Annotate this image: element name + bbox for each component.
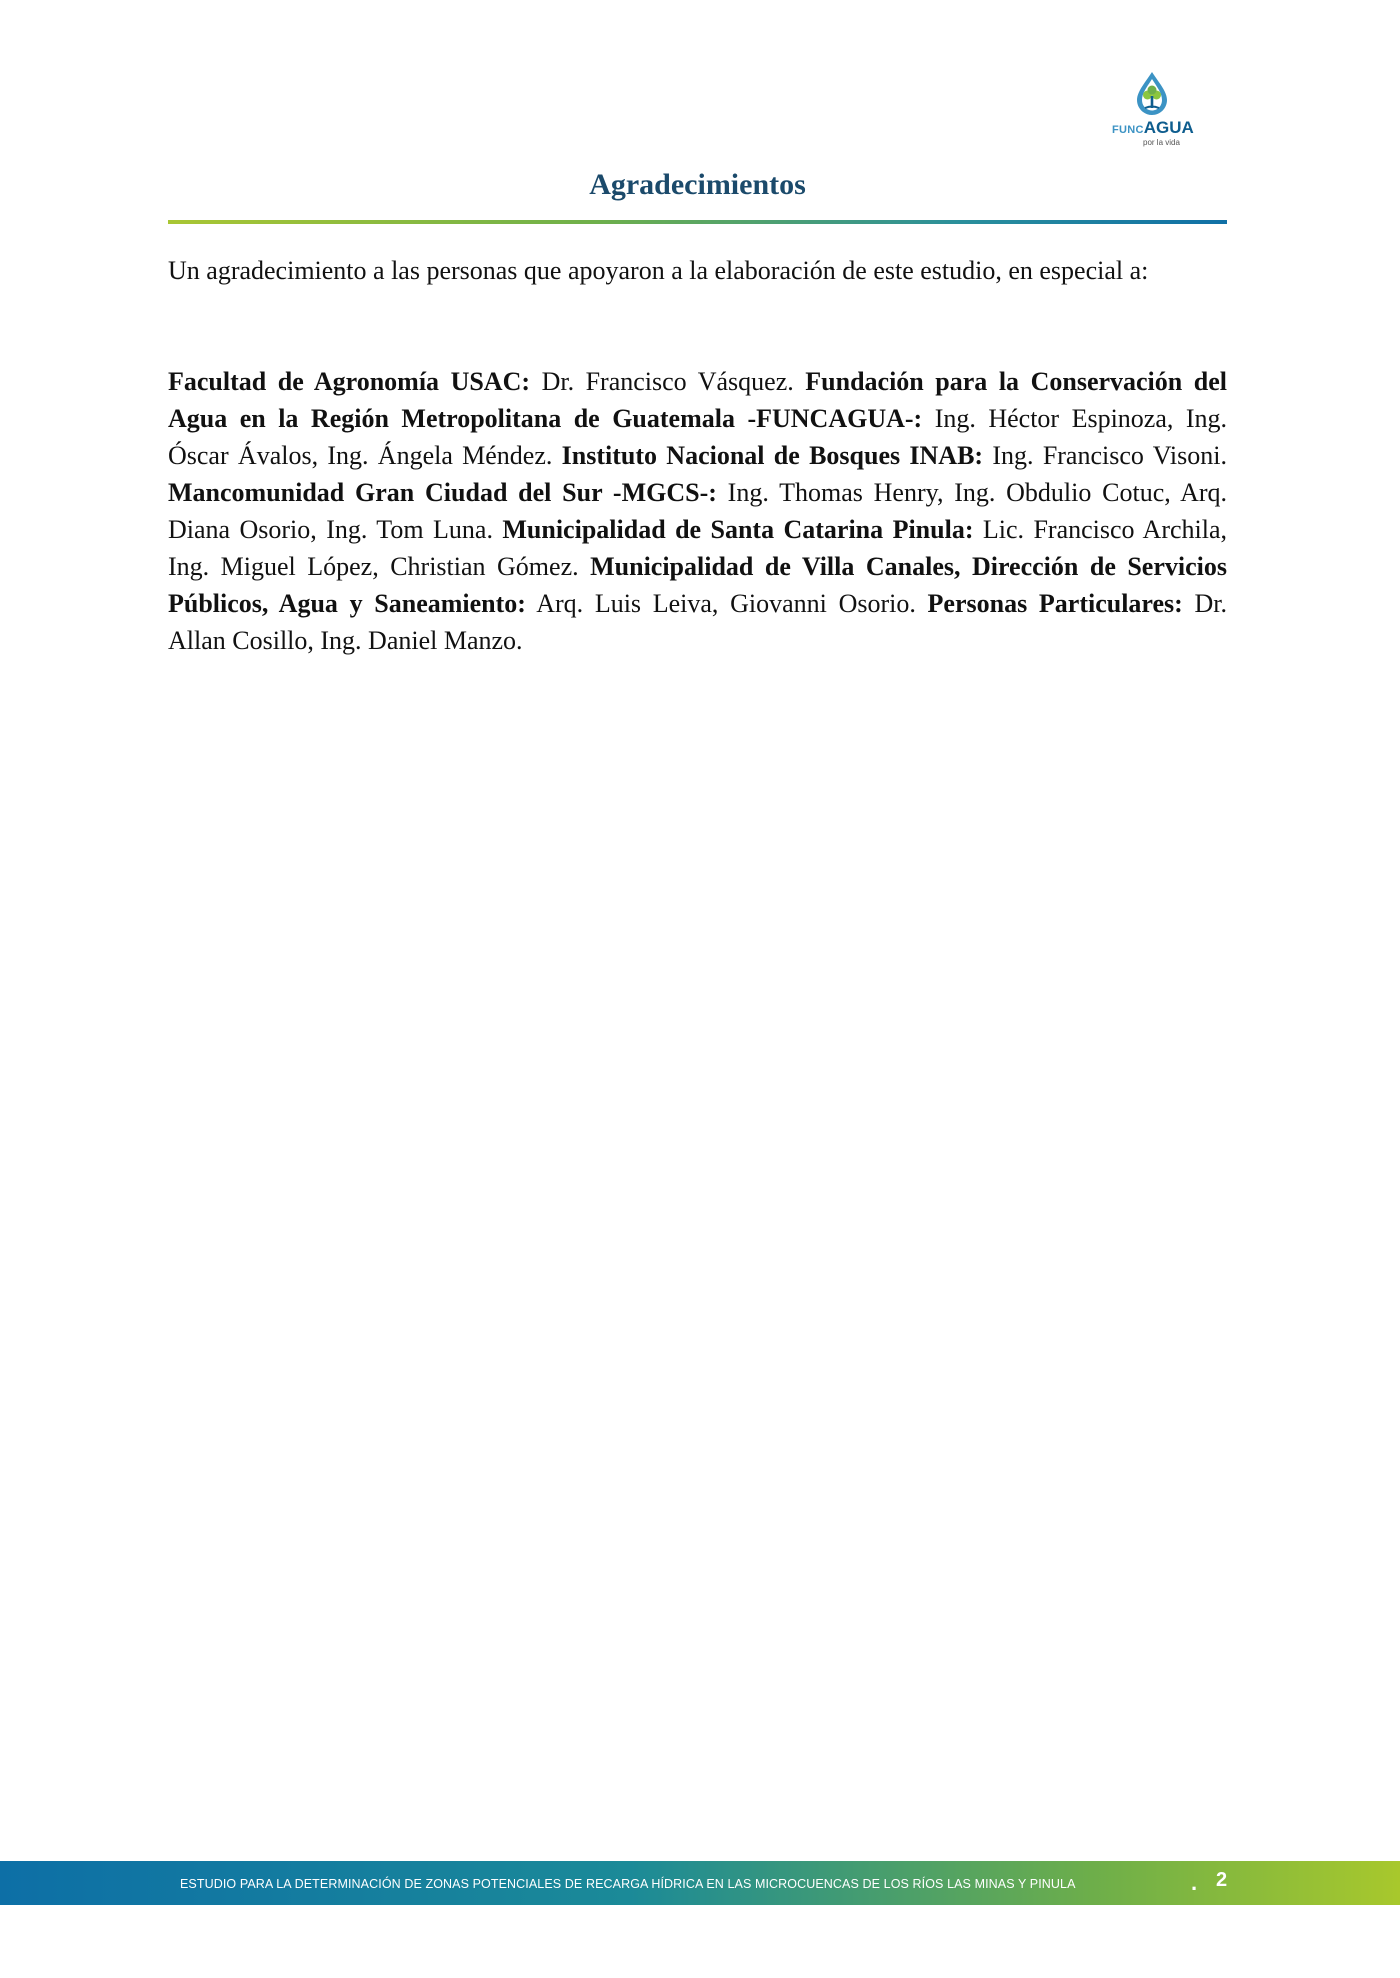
ack-org: Personas Particulares: (927, 589, 1183, 618)
water-drop-tree-icon (1134, 70, 1170, 116)
logo-wordmark (1112, 119, 1192, 137)
logo-brand-main: AGUA (1143, 118, 1194, 137)
ack-org: Fundación para la Conservación del Agua en la Región Metropolitana de Guatemala -FUNCAGUA-: (168, 367, 1227, 433)
funcagua-logo (1112, 70, 1192, 154)
acknowledgements-paragraph (168, 363, 1227, 659)
ack-people: Dr. Francisco Vásquez. (541, 367, 794, 396)
ack-org: Municipalidad de Villa Canales, Dirección de Servicios Públicos, Agua y Saneamiento: (168, 552, 1227, 618)
ack-people: Arq. Luis Leiva, Giovanni Osorio. (536, 589, 916, 618)
ack-people: Ing. Francisco Visoni. (992, 441, 1227, 470)
ack-people: Dr. Allan Cosillo, Ing. Daniel Manzo. (168, 589, 1228, 655)
ack-org: Municipalidad de Santa Catarina Pinula: (502, 515, 974, 544)
ack-people: Lic. Francisco Archila, Ing. Miguel López, Christian Gómez. (168, 515, 1228, 581)
ack-org: Instituto Nacional de Bosques INAB: (561, 441, 984, 470)
ack-org: Mancomunidad Gran Ciudad del Sur -MGCS-: (168, 478, 717, 507)
logo-tagline: por la vida (1143, 138, 1180, 147)
footer-study-title: ESTUDIO PARA LA DETERMINACIÓN DE ZONAS POTENCIALES DE RECARGA HÍDRICA EN LAS MICROCUENCAS DE LOS RÍOS LAS MINAS Y PINULA (180, 1877, 1076, 1891)
page-title: Agradecimientos (589, 168, 806, 201)
title-divider (168, 220, 1227, 224)
logo-brand-prefix: FUNC (1112, 124, 1144, 136)
ack-people: Ing. Thomas Henry, Ing. Obdulio Cotuc, Arq. Diana Osorio, Ing. Tom Luna. (168, 478, 1227, 544)
ack-org: Facultad de Agronomía USAC: (168, 367, 531, 396)
ack-people: Ing. Héctor Espinoza, Ing. Óscar Ávalos, Ing. Ángela Méndez. (168, 404, 1228, 470)
footer-band (0, 1861, 1400, 1905)
footer-separator: . (1191, 1870, 1198, 1895)
intro-paragraph: Un agradecimiento a las personas que apoyaron a la elaboración de este estudio, en especial a: (168, 256, 1149, 285)
page-number: 2 (1216, 1869, 1228, 1891)
